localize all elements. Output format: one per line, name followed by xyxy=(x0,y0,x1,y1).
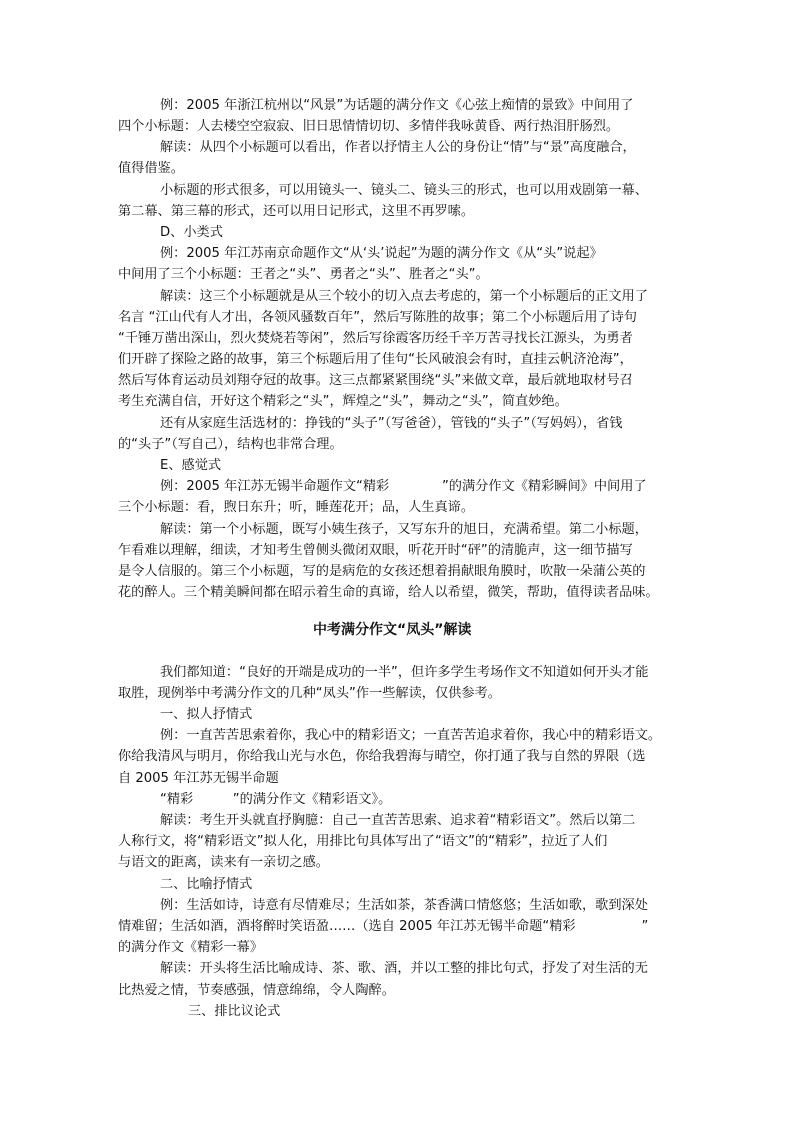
paragraph-line: 例：生活如诗，诗意有尽情难尽；生活如茶，茶香满口情悠悠；生活如歌，歌到深处 xyxy=(160,898,648,913)
paragraph-line: 比热爱之情，节奏感强，情意绵绵，令人陶醉。 xyxy=(118,983,395,998)
paragraph-line: 们开辟了探险之路的故事，第三个标题后用了佳句“长风破浪会有时，直挂云帆济沧海”， xyxy=(118,352,633,367)
section-heading: 二、比喻抒情式 xyxy=(160,877,253,892)
paragraph-line: 与语文的距离，读来有一亲切之感。 xyxy=(118,855,329,870)
paragraph-line: 是令人信服的。第三个小标题，写的是病危的女孩还想着捐献眼角膜时，吹散一朵蒲公英的 xyxy=(118,564,646,579)
paragraph-line: 你给我清风与明月，你给我山光与水色，你给我碧海与晴空，你打通了我与自然的界限（选 xyxy=(118,749,646,764)
paragraph-line: 例：2005 年江苏南京命题作文“从‘头’说起”为题的满分作文《从“头”说起》 xyxy=(160,246,603,261)
paragraph-line: 名言 “江山代有人才出，各领风骚数百年”，然后写陈胜的故事；第二个小标题后用了诗句 xyxy=(118,310,637,325)
paragraph-line: “千锤万凿出深山，烈火焚烧若等闲”，然后写徐霞客历经千辛万苦寻找长江源头，为勇者 xyxy=(118,331,633,346)
paragraph-line: 人称行文，将“精彩语文”拟人化，用排比句具体写出了“语文”的“精彩”，拉近了人们 xyxy=(118,834,608,849)
paragraph-line: 例：2005 年浙江杭州以“风景”为话题的满分作文《心弦上痴情的景致》中间用了 xyxy=(160,98,634,113)
paragraph-line: 解读：考生开头就直抒胸臆：自己一直苦苦思索、追求着“精彩语文”。然后以第二 xyxy=(160,813,636,828)
section-heading: 一、拟人抒情式 xyxy=(160,707,253,722)
paragraph-line: 值得借鉴。 xyxy=(118,161,184,176)
paragraph-line: 取胜，现例举中考满分作文的几种“凤头”作一些解读，仅供参考。 xyxy=(118,686,501,701)
paragraph-line: 的“头子”（写自己），结构也非常合理。 xyxy=(118,437,343,452)
paragraph-line: 还有从家庭生活选材的：挣钱的“头子”（写爸爸），管钱的“头子”（写妈妈），省钱 xyxy=(160,416,623,431)
paragraph-line: 例：2005 年江苏无锡半命题作文“精彩 ”的满分作文《精彩瞬间》中间用了 xyxy=(160,479,647,494)
paragraph-line: 乍看难以理解，细读，才知考生曾侧头微闭双眼，听花开时“砰”的清脆声，这一细节描写 xyxy=(118,543,633,558)
section-heading: 三、排比议论式 xyxy=(188,1004,281,1019)
paragraph-line: 我们都知道：“良好的开端是成功的一半”，但许多学生考场作文不知道如何开头才能 xyxy=(160,665,649,680)
paragraph-line: 例：一直苦苦思索着你，我心中的精彩语文；一直苦苦追求着你，我心中的精彩语文。 xyxy=(160,728,662,743)
paragraph-line: 花的醉人。三个精美瞬间都在昭示着生命的真谛，给人以希望，微笑，帮助，值得读者品味。 xyxy=(118,585,659,600)
paragraph-line: 考生充满自信，开好这个精彩之“头”，辉煌之“头”，舞动之“头”，简直妙绝。 xyxy=(118,394,568,409)
paragraph-line: “精彩 ”的满分作文《精彩语文》。 xyxy=(160,792,392,807)
paragraph-line: 四个小标题：人去楼空空寂寂、旧日思情情切切、多情伴我咏黄昏、两行热泪肝肠烈。 xyxy=(118,119,620,134)
paragraph-line: 自 2005 年江苏无锡半命题 xyxy=(118,771,279,786)
paragraph-line: 的满分作文《精彩一幕》 xyxy=(118,940,264,955)
paragraph-line: 情难留；生活如酒，酒将醉时笑语盈……（选自 2005 年江苏无锡半命题“精彩 ” xyxy=(118,919,649,934)
paragraph-line: 小标题的形式很多，可以用镜头一、镜头二、镜头三的形式，也可以用戏剧第一幕、 xyxy=(160,183,648,198)
paragraph-line: 解读：开头将生活比喻成诗、茶、歌、酒，并以工整的排比句式，抒发了对生活的无 xyxy=(160,961,648,976)
paragraph-line: 中间用了三个小标题：王者之“头”、勇者之“头”、胜者之“头”。 xyxy=(118,267,489,282)
paragraph-line: 解读：第一个小标题，既写小姨生孩子，又写东升的旭日，充满希望。第二小标题， xyxy=(160,522,648,537)
paragraph-line: 解读：这三个小标题就是从三个较小的切入点去考虑的，第一个小标题后的正文用了 xyxy=(160,289,648,304)
section-heading: D、小类式 xyxy=(160,225,223,240)
article-title: 中考满分作文“凤头”解读 xyxy=(313,622,472,638)
paragraph-line: 然后写体育运动员刘翔夺冠的故事。这三点都紧紧围绕“头”来做文章，最后就地取材号召 xyxy=(118,373,633,388)
paragraph-line: 第二幕、第三幕的形式，还可以用日记形式，这里不再罗嗦。 xyxy=(118,204,475,219)
section-heading: E、感觉式 xyxy=(160,458,222,473)
paragraph-line: 三个小标题：看，煦日东升；听，睡莲花开；品，人生真谛。 xyxy=(118,500,475,515)
paragraph-line: 解读：从四个小标题可以看出，作者以抒情主人公的身份让“情”与“景”高度融合， xyxy=(160,140,636,155)
